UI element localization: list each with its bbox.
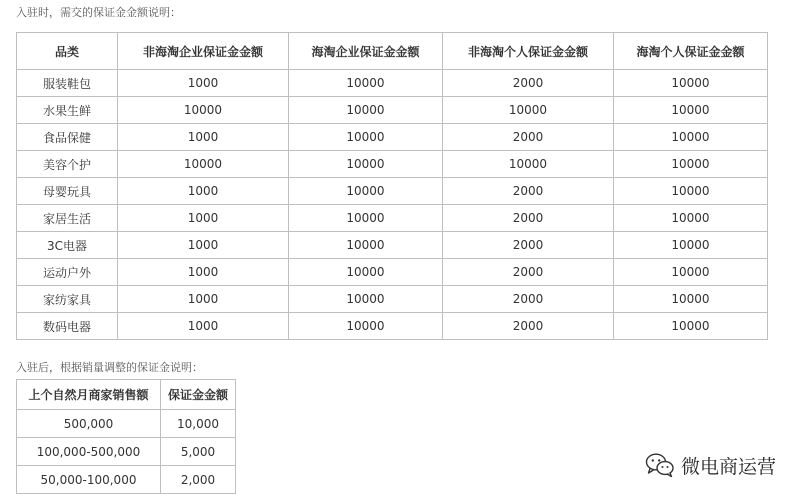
category-cell: 运动户外 (17, 259, 118, 286)
amount-cell: 10000 (613, 151, 767, 178)
amount-cell: 10000 (613, 232, 767, 259)
amount-cell: 10000 (288, 124, 442, 151)
table-header-row (17, 380, 236, 410)
header-haitao-enterprise: 海淘企业保证金金额 (288, 33, 442, 70)
category-cell: 家居生活 (17, 205, 118, 232)
category-cell: 母婴玩具 (17, 178, 118, 205)
amount-cell: 2000 (442, 178, 613, 205)
amount-cell: 10000 (613, 124, 767, 151)
table-row (17, 97, 768, 124)
header-deposit-amount: 保证金金额 (161, 380, 236, 410)
amount-cell: 10000 (288, 178, 442, 205)
amount-cell: 1000 (118, 205, 289, 232)
amount-cell: 10000 (442, 151, 613, 178)
amount-cell: 10000 (442, 97, 613, 124)
category-cell: 服装鞋包 (17, 70, 118, 97)
amount-cell: 10000 (613, 286, 767, 313)
deposit-table (16, 32, 768, 340)
table-row (17, 70, 768, 97)
header-non-haitao-individual: 非海淘个人保证金金额 (442, 33, 613, 70)
table-row (17, 178, 768, 205)
amount-cell: 10000 (288, 97, 442, 124)
amount-cell: 2000 (442, 286, 613, 313)
table-header-row (17, 33, 768, 70)
amount-cell: 10000 (288, 151, 442, 178)
amount-cell: 10000 (613, 313, 767, 340)
amount-cell: 2000 (442, 313, 613, 340)
watermark-text: 微电商运营 (681, 455, 777, 478)
table-row (17, 313, 768, 340)
adjust-table (16, 379, 236, 494)
amount-cell: 10000 (288, 70, 442, 97)
amount-cell: 2000 (442, 259, 613, 286)
category-cell: 3C电器 (17, 232, 118, 259)
category-cell: 家纺家具 (17, 286, 118, 313)
amount-cell: 1000 (118, 178, 289, 205)
amount-cell: 10000 (613, 97, 767, 124)
table-row (17, 466, 236, 494)
sales-range-cell: 500,000 (17, 410, 161, 438)
amount-cell: 10,000 (161, 410, 236, 438)
table-row (17, 232, 768, 259)
intro-after-text: 入驻后，根据销量调整的保证金说明： (16, 361, 203, 374)
table-row (17, 410, 236, 438)
amount-cell: 2000 (442, 232, 613, 259)
table-row (17, 124, 768, 151)
table-row (17, 151, 768, 178)
amount-cell: 1000 (118, 232, 289, 259)
header-category: 品类 (17, 33, 118, 70)
amount-cell: 10000 (613, 178, 767, 205)
category-cell: 水果生鲜 (17, 97, 118, 124)
amount-cell: 10000 (288, 313, 442, 340)
table-row (17, 259, 768, 286)
intro-before-text: 入驻时，需交的保证金金额说明： (16, 6, 181, 19)
amount-cell: 10000 (118, 97, 289, 124)
watermark (645, 448, 776, 482)
table-row (17, 286, 768, 313)
table-row (17, 438, 236, 466)
amount-cell: 1000 (118, 313, 289, 340)
amount-cell: 10000 (288, 286, 442, 313)
category-cell: 数码电器 (17, 313, 118, 340)
amount-cell: 2,000 (161, 466, 236, 494)
amount-cell: 1000 (118, 70, 289, 97)
amount-cell: 1000 (118, 259, 289, 286)
amount-cell: 10000 (288, 259, 442, 286)
amount-cell: 10000 (288, 205, 442, 232)
amount-cell: 10000 (613, 70, 767, 97)
sales-range-cell: 100,000-500,000 (17, 438, 161, 466)
header-last-month-sales: 上个自然月商家销售额 (17, 380, 161, 410)
amount-cell: 2000 (442, 205, 613, 232)
amount-cell: 10000 (613, 205, 767, 232)
category-cell: 食品保健 (17, 124, 118, 151)
amount-cell: 10000 (613, 259, 767, 286)
wechat-icon (645, 452, 675, 478)
amount-cell: 10000 (118, 151, 289, 178)
amount-cell: 1000 (118, 286, 289, 313)
sales-range-cell: 50,000-100,000 (17, 466, 161, 494)
amount-cell: 1000 (118, 124, 289, 151)
category-cell: 美容个护 (17, 151, 118, 178)
amount-cell: 2000 (442, 124, 613, 151)
amount-cell: 5,000 (161, 438, 236, 466)
amount-cell: 10000 (288, 232, 442, 259)
table-row (17, 205, 768, 232)
header-non-haitao-enterprise: 非海淘企业保证金金额 (118, 33, 289, 70)
header-haitao-individual: 海淘个人保证金金额 (613, 33, 767, 70)
amount-cell: 2000 (442, 70, 613, 97)
